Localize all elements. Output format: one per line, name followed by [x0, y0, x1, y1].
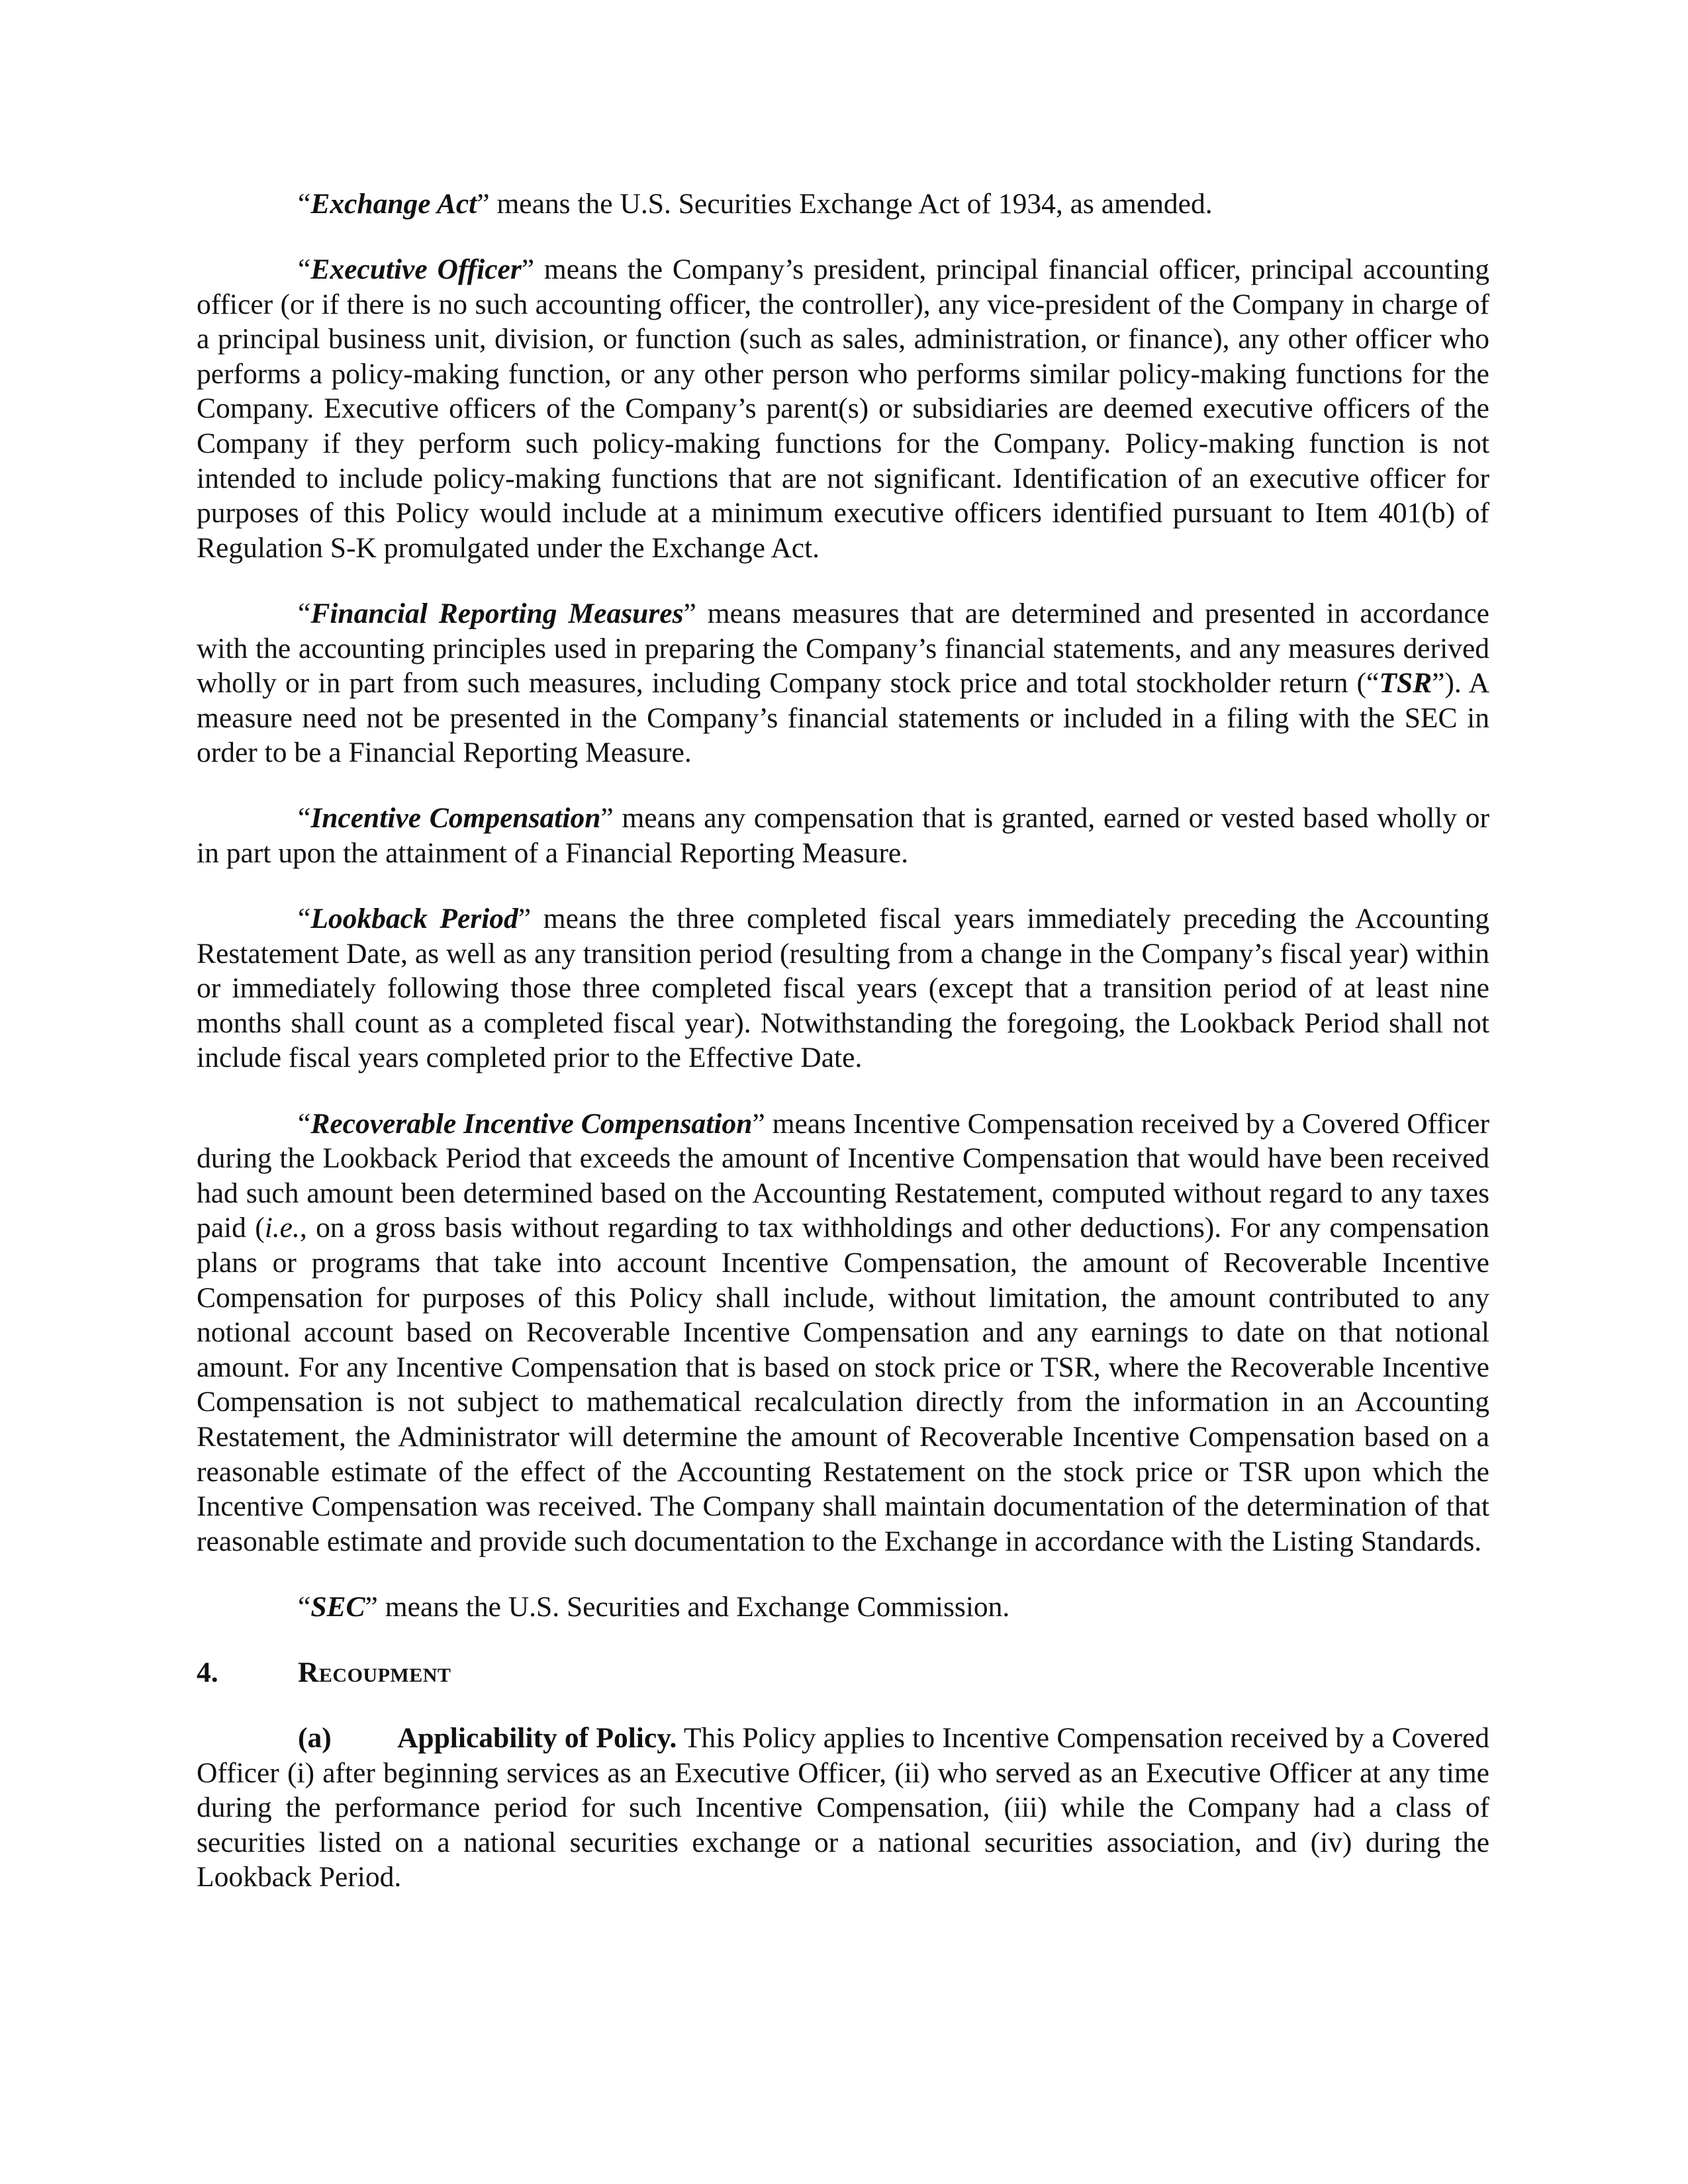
- definition-text: means the U.S. Securities Exchange Act of 1934, as amended.: [489, 188, 1213, 220]
- definition-text-cont: ”). A measure need not be presented in the Company’s financial statements or included in a filing with the SEC in order to be a Financial Reporting Measure.: [197, 667, 1489, 769]
- section-heading: [197, 1655, 1489, 1690]
- open-quote: “: [298, 253, 311, 286]
- section-title: Recoupment: [298, 1656, 451, 1688]
- defined-term: Financial Reporting Measures: [310, 597, 684, 629]
- open-quote: “: [298, 1107, 311, 1140]
- open-quote: “: [298, 903, 311, 935]
- definition-text: means the three completed fiscal years immediately preceding the Accounting Restatement Date, as well as any transition period (resulting from a change in the Company’s fiscal year) within or immediately following those three completed fiscal years (except that a transition period of at least nine months shall count as a completed fiscal year). Notwithstanding the foregoing, the Lookback Period shall not include fiscal years completed prior to the Effective Date.: [197, 903, 1489, 1074]
- close-quote: ”: [600, 802, 614, 835]
- subsection-applicability: [197, 1721, 1489, 1895]
- open-quote: “: [298, 1590, 311, 1623]
- subsection-text: This Policy applies to Incentive Compensation received by a Covered Officer (i) after beginning services as an Executive Officer, (ii) who served as an Executive Officer at any time during the performance period for such Incentive Compensation, (iii) while the Company had a class of securities listed on a national securities exchange or a national securities association, and (iv) during the Lookback Period.: [197, 1721, 1489, 1893]
- definition-text-cont: , on a gross basis without regarding to tax withholdings and other deductions). For any compensation plans or programs that take into account Incentive Compensation, the amount of Recoverable Incentive Compensation for purposes of this Policy shall include, without limitation, the amount contributed to any notional account based on Recoverable Incentive Compensation and any earnings to date on that notional amount. For any Incentive Compensation that is based on stock price or TSR, where the Recoverable Incentive Compensation is not subject to mathematical recalculation directly from the information in an Accounting Restatement, the Administrator will determine the amount of Recoverable Incentive Compensation based on a reasonable estimate of the effect of the Accounting Restatement on the stock price or TSR upon which the Incentive Compensation was received. The Company shall maintain documentation of the determination of that reasonable estimate and provide such documentation to the Exchange in accordance with the Listing Standards.: [197, 1212, 1489, 1557]
- document-page: [197, 187, 1489, 1895]
- definition-text: means Incentive Compensation received by a Covered Officer during the Lookback Period that exceeds the amount of Incentive Compensation that would have been received had such amount been determined based on the Accounting Restatement, computed without regard to any taxes paid (: [197, 1107, 1489, 1244]
- definition-sec: [197, 1590, 1489, 1625]
- open-quote: “: [298, 188, 311, 220]
- defined-term-tsr: TSR: [1379, 667, 1432, 700]
- close-quote: ”: [477, 188, 490, 220]
- defined-term: Incentive Compensation: [310, 802, 601, 835]
- definition-text: means the Company’s president, principal financial officer, principal accounting officer (or if there is no such accounting officer, the controller), any vice-president of the Company in charge of a principal business unit, division, or function (such as sales, administration, or finance), any other officer who performs a policy-making function, or any other person who performs similar policy-making functions for the Company. Executive officers of the Company’s parent(s) or subsidiaries are deemed executive officers of the Company if they perform such policy-making functions for the Company. Policy-making function is not intended to include policy-making functions that are not significant. Identification of an executive officer for purposes of this Policy would include at a minimum executive officers identified pursuant to Item 401(b) of Regulation S-K promulgated under the Exchange Act.: [197, 253, 1490, 564]
- definition-text: means measures that are determined and presented in accordance with the accounting principles used in preparing the Company’s financial statements, and any measures derived wholly or in part from such measures, including Company stock price and total stockholder return (“: [197, 597, 1489, 700]
- ie-abbreviation: i.e.: [264, 1212, 300, 1244]
- defined-term: Recoverable Incentive Compensation: [310, 1107, 753, 1140]
- definition-executive-officer: [197, 252, 1489, 565]
- close-quote: ”: [683, 597, 696, 629]
- defined-term: Exchange Act: [310, 188, 477, 220]
- close-quote: ”: [752, 1107, 765, 1140]
- defined-term: SEC: [310, 1590, 365, 1623]
- subsection-title: Applicability of Policy.: [397, 1721, 677, 1754]
- definition-text: means any compensation that is granted, earned or vested based wholly or in part upon the attainment of a Financial Reporting Measure.: [197, 802, 1489, 869]
- definition-financial-reporting-measures: [197, 596, 1489, 770]
- defined-term: Lookback Period: [310, 903, 518, 935]
- open-quote: “: [298, 597, 311, 629]
- defined-term: Executive Officer: [310, 253, 522, 286]
- definition-recoverable-incentive-compensation: [197, 1107, 1489, 1559]
- close-quote: ”: [365, 1590, 378, 1623]
- close-quote: ”: [521, 253, 535, 286]
- open-quote: “: [298, 802, 311, 835]
- definition-text: means the U.S. Securities and Exchange Commission.: [377, 1590, 1010, 1623]
- subsection-label: (a): [298, 1721, 332, 1754]
- definition-exchange-act: [197, 187, 1489, 222]
- definition-incentive-compensation: [197, 801, 1489, 870]
- definition-lookback-period: [197, 901, 1489, 1075]
- section-number: 4.: [197, 1656, 218, 1688]
- close-quote: ”: [518, 903, 532, 935]
